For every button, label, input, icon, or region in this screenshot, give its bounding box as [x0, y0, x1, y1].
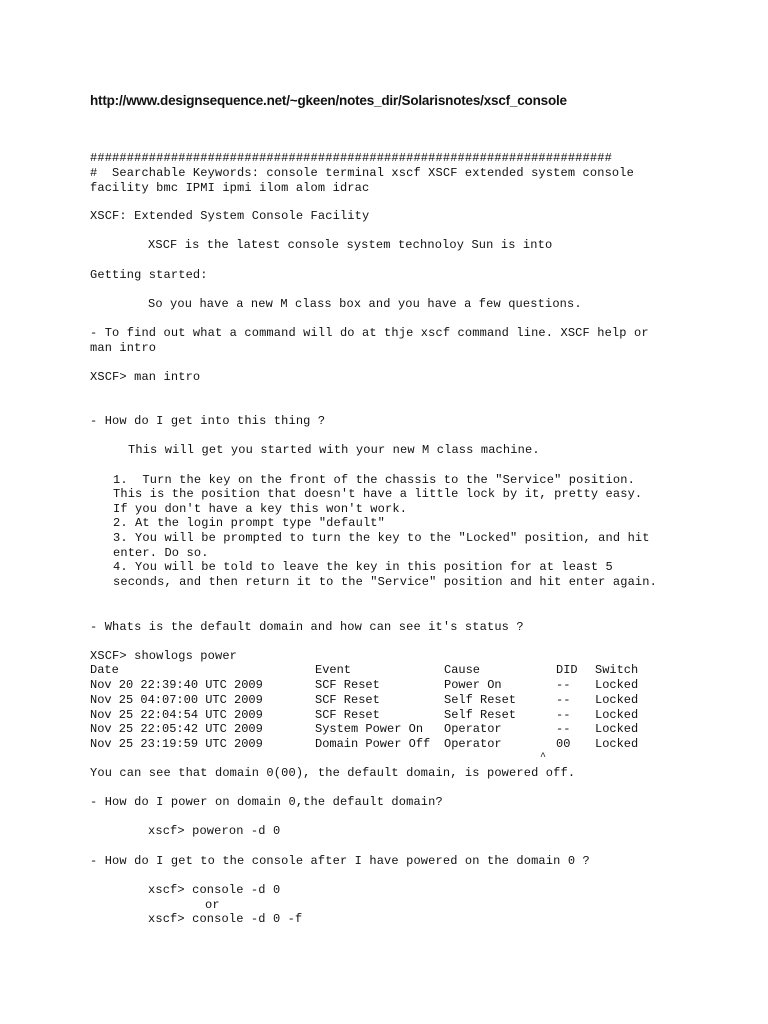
step-line: This is the position that doesn't have a little lock by it, pretty easy.	[113, 487, 643, 501]
table-cell-event: SCF Reset	[315, 678, 380, 692]
table-cell-event: System Power On	[315, 722, 424, 736]
new-box-text: So you have a new M class box and you have a few questions.	[148, 297, 582, 311]
column-header-did: DID	[556, 663, 578, 677]
table-cell-cause: Operator	[444, 737, 502, 751]
find-out-line-1: - To find out what a command will do at thje xscf command line. XSCF help or	[90, 326, 649, 340]
table-cell-event: Domain Power Off	[315, 737, 431, 751]
table-cell-did: --	[556, 722, 571, 736]
powered-off-note: You can see that domain 0(00), the default domain, is powered off.	[90, 766, 576, 780]
column-header-event: Event	[315, 663, 352, 677]
step-line: 2. At the login prompt type "default"	[113, 516, 385, 530]
table-cell-switch: Locked	[595, 678, 639, 692]
table-cell-event: SCF Reset	[315, 693, 380, 707]
column-header-cause: Cause	[444, 663, 481, 677]
table-cell-switch: Locked	[595, 693, 639, 707]
table-cell-cause: Operator	[444, 722, 502, 736]
table-cell-switch: Locked	[595, 708, 639, 722]
table-cell-cause: Self Reset	[444, 708, 517, 722]
intro-text: XSCF is the latest console system technoloy Sun is into	[148, 238, 553, 252]
caret-marker: ^	[540, 752, 547, 763]
question-default-domain: - Whats is the default domain and how can see it's status ?	[90, 620, 524, 634]
table-cell-did: --	[556, 708, 571, 722]
console-command-2: xscf> console -d 0 -f	[148, 912, 303, 926]
source-url: http://www.designsequence.net/~gkeen/notes_dir/Solarisnotes/xscf_console	[90, 93, 567, 108]
keywords-line-2: facility bmc IPMI ipmi ilom alom idrac	[90, 181, 370, 195]
question-console: - How do I get to the console after I have powered on the domain 0 ?	[90, 854, 590, 868]
step-line: enter. Do so.	[113, 546, 209, 560]
table-cell-date: Nov 25 22:04:54 UTC 2009	[90, 708, 263, 722]
get-started-text: This will get you started with your new M class machine.	[128, 443, 540, 457]
find-out-line-2: man intro	[90, 341, 157, 355]
question-get-into: - How do I get into this thing ?	[90, 414, 326, 428]
table-cell-date: Nov 25 23:19:59 UTC 2009	[90, 737, 263, 751]
or-separator: or	[205, 898, 220, 912]
column-header-date: Date	[90, 663, 119, 677]
table-cell-switch: Locked	[595, 737, 639, 751]
table-cell-date: Nov 25 04:07:00 UTC 2009	[90, 693, 263, 707]
step-line: 3. You will be prompted to turn the key to the "Locked" position, and hit	[113, 531, 650, 545]
step-line: seconds, and then return it to the "Service" position and hit enter again.	[113, 575, 657, 589]
table-cell-switch: Locked	[595, 722, 639, 736]
man-intro-command: XSCF> man intro	[90, 370, 201, 384]
table-cell-did: --	[556, 693, 571, 707]
showlogs-command: XSCF> showlogs power	[90, 649, 238, 663]
table-cell-event: SCF Reset	[315, 708, 380, 722]
table-cell-did: --	[556, 678, 571, 692]
step-line: 1. Turn the key on the front of the chassis to the "Service" position.	[113, 473, 635, 487]
keywords-line-1: # Searchable Keywords: console terminal xscf XSCF extended system console	[90, 166, 634, 180]
console-command-1: xscf> console -d 0	[148, 883, 281, 897]
table-cell-did: 00	[556, 737, 571, 751]
getting-started-heading: Getting started:	[90, 268, 208, 282]
column-header-switch: Switch	[595, 663, 639, 677]
table-cell-date: Nov 25 22:05:42 UTC 2009	[90, 722, 263, 736]
poweron-command: xscf> poweron -d 0	[148, 824, 281, 838]
hash-rule: #######################################################################	[90, 151, 612, 165]
table-cell-date: Nov 20 22:39:40 UTC 2009	[90, 678, 263, 692]
table-cell-cause: Self Reset	[444, 693, 517, 707]
doc-title: XSCF: Extended System Console Facility	[90, 209, 370, 223]
step-line: 4. You will be told to leave the key in this position for at least 5	[113, 560, 613, 574]
table-cell-cause: Power On	[444, 678, 502, 692]
step-line: If you don't have a key this won't work.	[113, 502, 408, 516]
question-power-on: - How do I power on domain 0,the default domain?	[90, 795, 443, 809]
